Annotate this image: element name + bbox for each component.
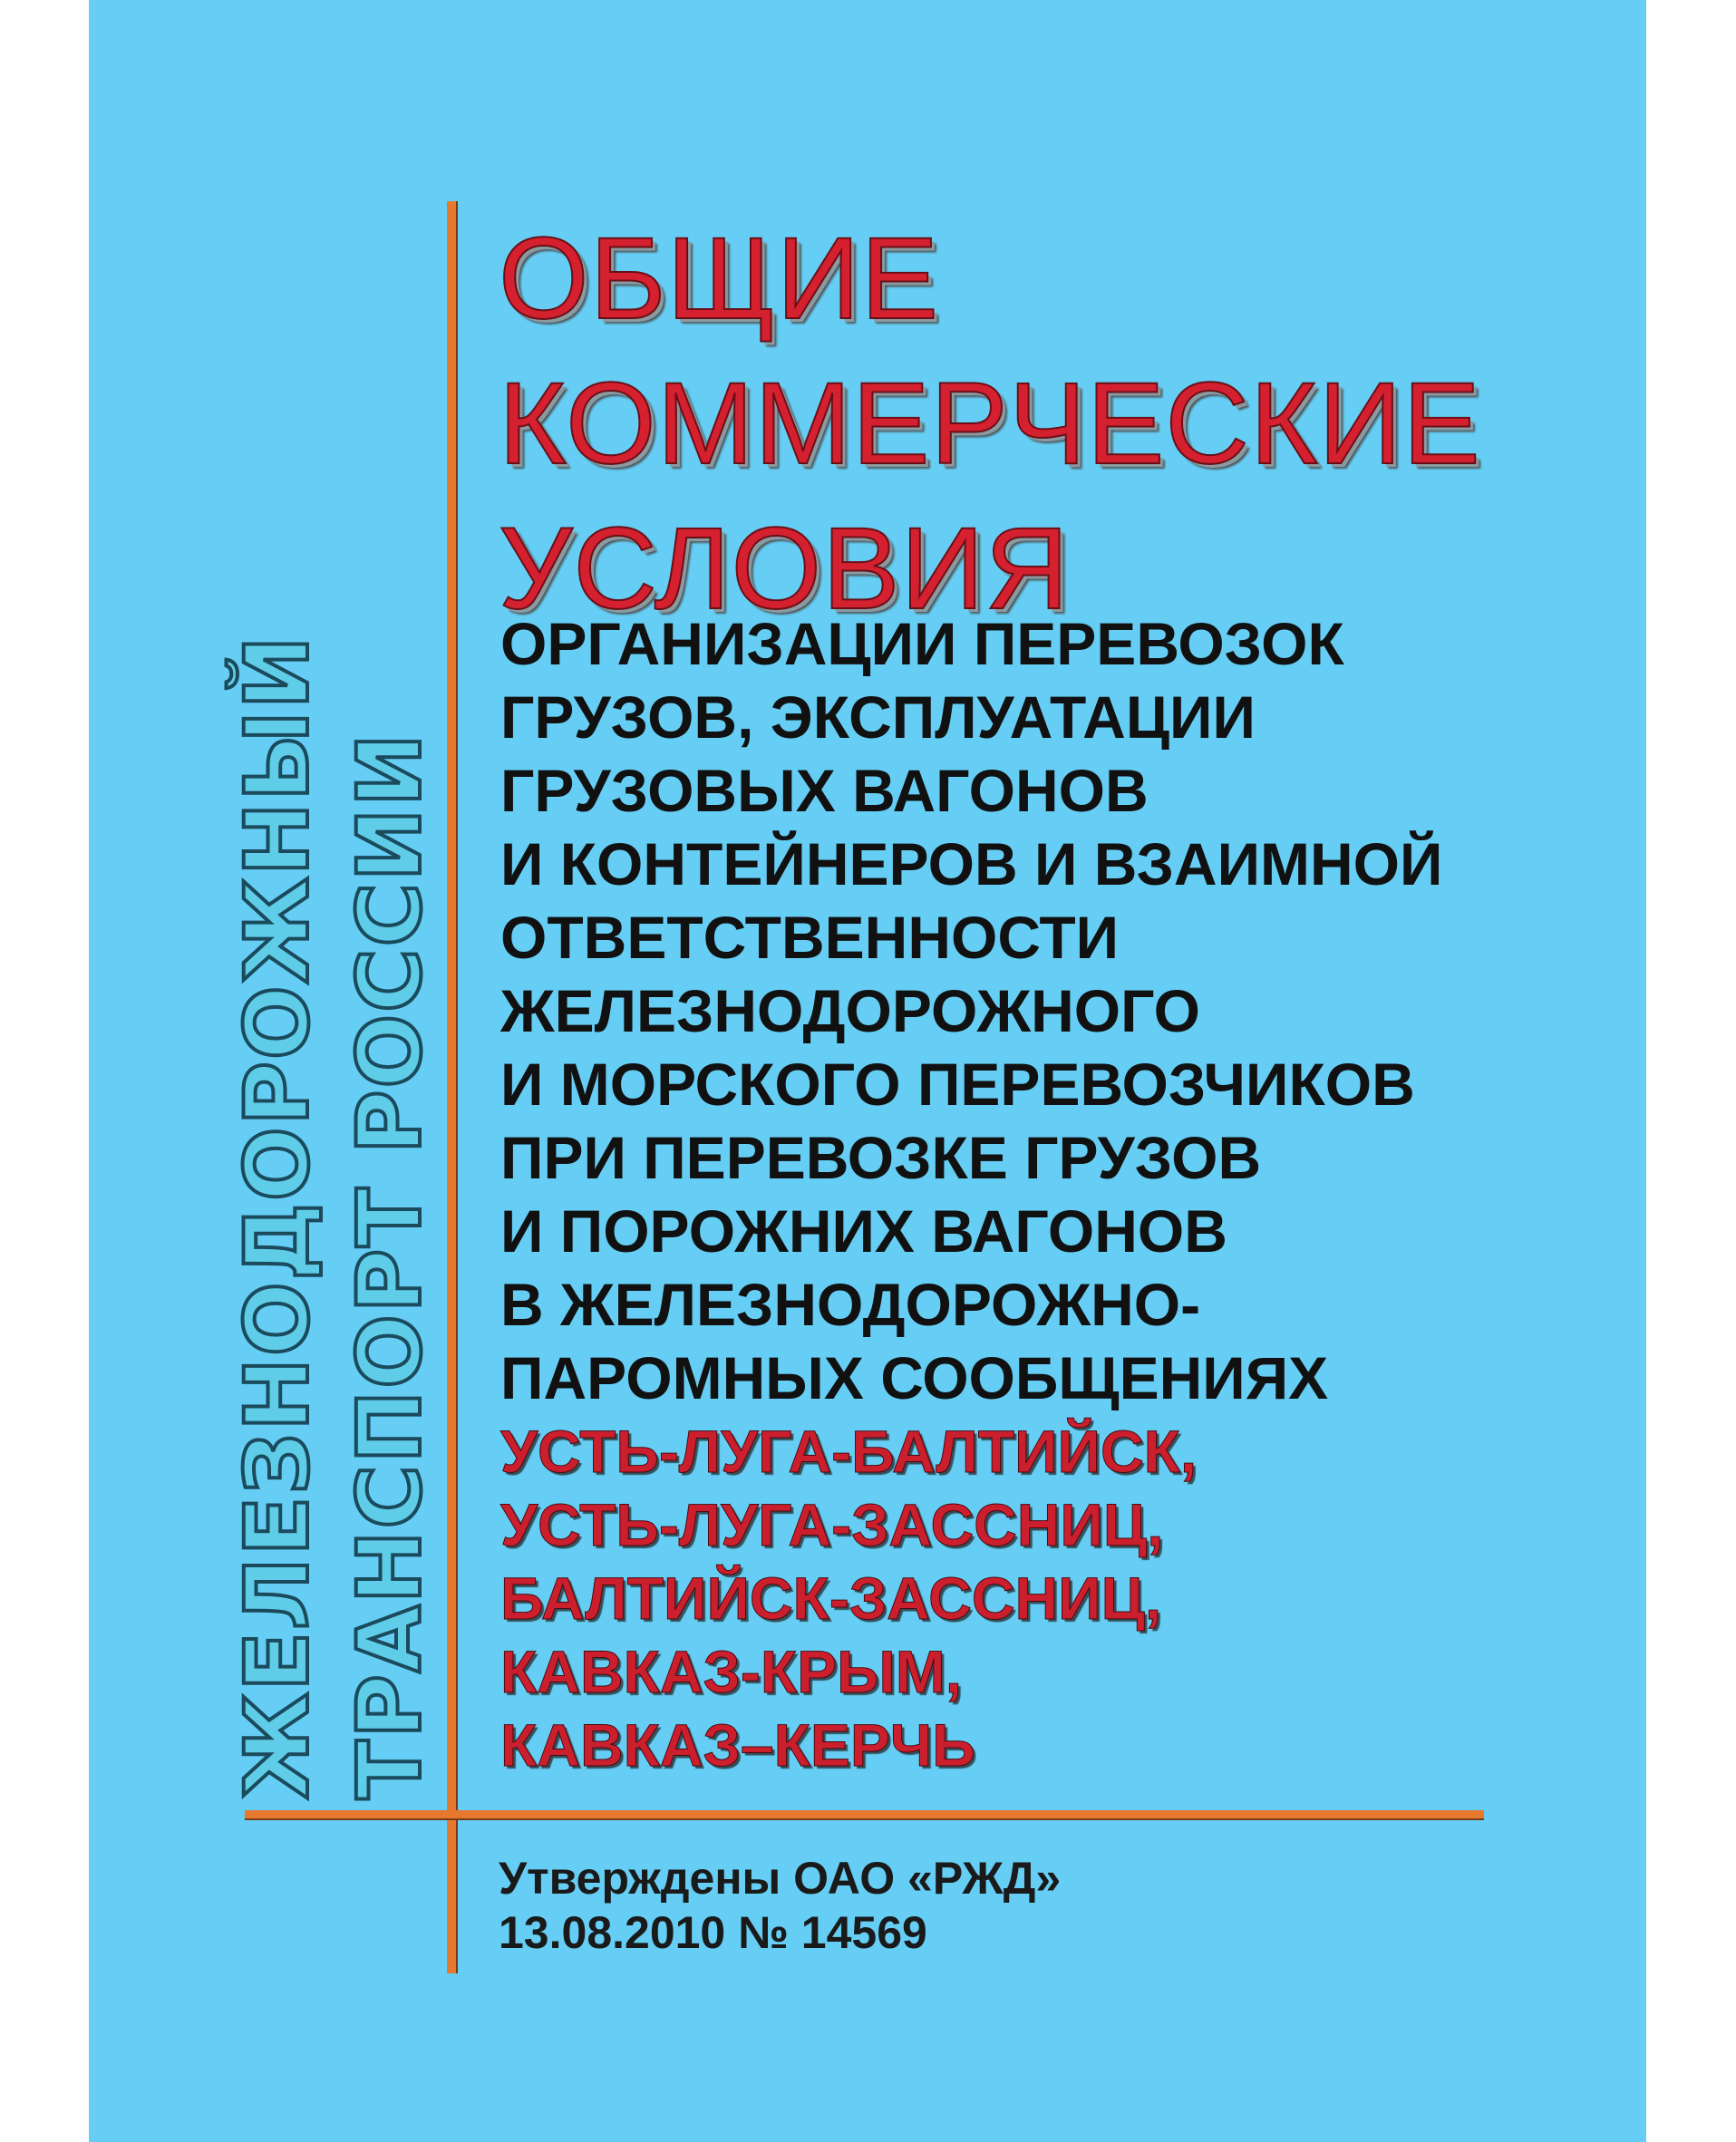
subtitle-line: И ПОРОЖНИХ ВАГОНОВ <box>500 1197 1227 1265</box>
route-line: КАВКАЗ-КРЫМ, <box>500 1638 963 1705</box>
subtitle-line: В ЖЕЛЕЗНОДОРОЖНО- <box>500 1271 1201 1338</box>
subtitle-line: ОТВЕТСТВЕННОСТИ <box>500 904 1120 971</box>
subtitle-line: ГРУЗОВЫХ ВАГОНОВ <box>500 757 1149 824</box>
route-line: БАЛТИЙСК-ЗАССНИЦ, <box>500 1565 1162 1632</box>
series-line-1: ЖЕЛЕЗНОДОРОЖНЫЙ <box>227 634 328 1799</box>
subtitle-line: И МОРСКОГО ПЕРЕВОЗЧИКОВ <box>500 1051 1415 1118</box>
route-line: УСТЬ-ЛУГА-ЗАССНИЦ, <box>500 1491 1164 1558</box>
approval-line-2: 13.08.2010 № 14569 <box>499 1907 927 1958</box>
route-line: КАВКАЗ–КЕРЧЬ <box>500 1711 975 1779</box>
subtitle-line: ПРИ ПЕРЕВОЗКЕ ГРУЗОВ <box>500 1124 1262 1191</box>
main-title <box>499 207 1481 642</box>
subtitle-line: ЖЕЛЕЗНОДОРОЖНОГО <box>500 977 1200 1044</box>
subtitle-line: ПАРОМНЫХ СООБЩЕНИЯХ <box>500 1344 1329 1411</box>
subtitle-line: ГРУЗОВ, ЭКСПЛУАТАЦИИ <box>500 683 1256 751</box>
vertical-divider <box>447 201 458 1973</box>
title-line: КОММЕРЧЕСКИЕ <box>499 359 1481 489</box>
subtitle-line: И КОНТЕЙНЕРОВ И ВЗАИМНОЙ <box>500 830 1443 897</box>
title-line: ОБЩИЕ <box>499 214 939 344</box>
book-cover <box>89 0 1646 2142</box>
title-line: УСЛОВИЯ <box>499 504 1070 634</box>
approval-line-1: Утверждены ОАО «РЖД» <box>499 1853 1062 1904</box>
series-line-2: ТРАНСПОРТ РОССИИ <box>339 732 441 1799</box>
route-line: УСТЬ-ЛУГА-БАЛТИЙСК, <box>500 1418 1198 1485</box>
approval-note <box>499 1851 1061 1960</box>
horizontal-divider <box>245 1810 1484 1820</box>
subtitle <box>500 607 1442 1782</box>
subtitle-line: ОРГАНИЗАЦИИ ПЕРЕВОЗОК <box>500 610 1344 677</box>
